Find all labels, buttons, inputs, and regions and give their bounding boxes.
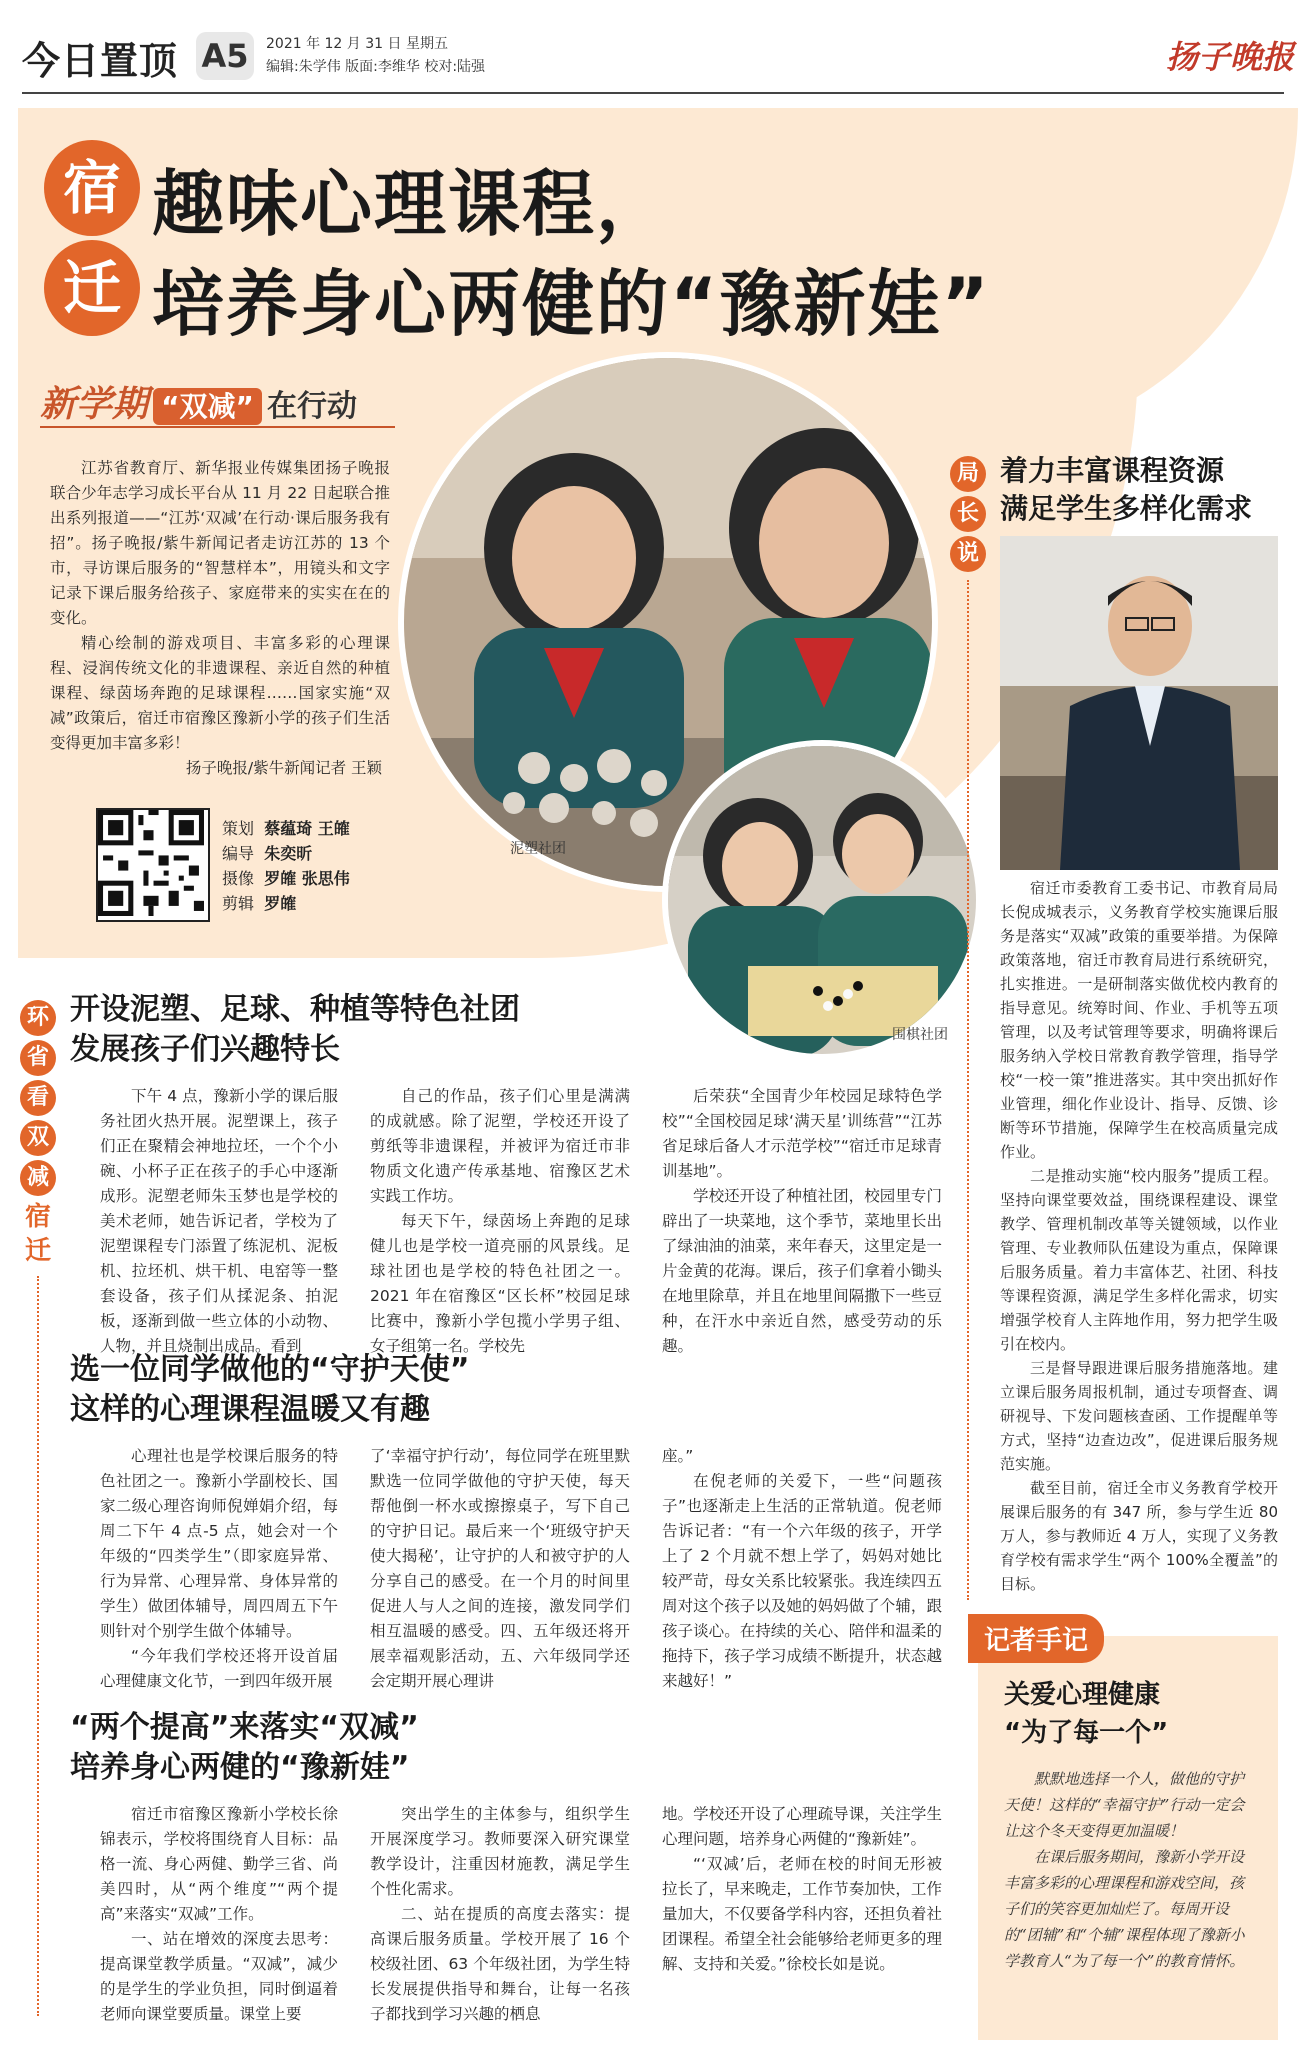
- ribbon-underline: [40, 426, 395, 428]
- section3-col1: [100, 1802, 338, 2027]
- credits-block: [222, 816, 412, 916]
- intro-text: [50, 456, 390, 781]
- ribbon-new-term: 新学期: [40, 384, 149, 425]
- series-label-kan: 看: [20, 1080, 56, 1116]
- section3-col2: [370, 1802, 630, 2027]
- section1-col2: [370, 1084, 630, 1359]
- go-club-caption: 围棋社团: [892, 1027, 948, 1043]
- series-label-qian: 迁: [24, 1236, 51, 1266]
- director-label-ju: 局: [950, 456, 986, 492]
- ribbon-double-reduction: “双减”: [153, 388, 262, 425]
- series-label-sheng: 省: [20, 1040, 56, 1076]
- section1-col1: 下午 4 点，豫新小学的课后服务社团火热开展。泥塑课上，孩子们正在聚精会神地拉坯，一个个小碗、小杯子正在孩子的手心中逐渐成形。泥塑老师朱玉梦也是学校的美术老师，她告诉记者，学校为了泥塑课程专门添置了练泥机、泥板机、拉坯机、烘干机、电窑等一整套设备，孩子们从揉泥条、拍泥板，逐渐到做一些立体的小动物、人物，并且烧制出成品。看到: [100, 1087, 338, 1355]
- paragraph: 二是推动实施“校内服务”提质工程。坚持向课堂要效益，围绕课程建设、课堂教学、管理机制改革等关键领域，以作业管理、专业教师队伍建设为重点，保障课后服务质量。着力丰富体艺、社团、科技等课程资源，满足学生多样化需求，切实增强学校育人主阵地作用，努力把学生吸引在校内。: [1000, 1167, 1278, 1353]
- series-ribbon: [40, 376, 390, 426]
- credit-row: 摄像 罗㿥 张思伟: [222, 869, 350, 888]
- paragraph: 宿迁市委教育工委书记、市教育局局长倪成城表示，义务教育学校实施课后服务是落实“双减”政策的重要举措。为保障政策落地，宿迁市教育局进行系统研究，扎实推进。一是研制落实做优校内教育的指导意见。统筹时间、作业、手机等五项管理，以及考试管理等要求，明确将课后服务纳入学校日常教育教学管理，指导学校“一校一策”推进落实。其中突出抓好作业管理，细化作业设计、指导、反馈、诊断等环节措施，保障学生在校高质量完成作业。: [1000, 879, 1278, 1161]
- reporter-note-tag: 记者手记: [968, 1614, 1104, 1663]
- series-label-jian: 减: [20, 1160, 56, 1196]
- director-headline-1: 着力丰富课程资源: [1000, 454, 1225, 487]
- go-club-illustration: [668, 746, 976, 1054]
- paragraph: 心理社也是学校课后服务的特色社团之一。豫新小学副校长、国家二级心理咨询师倪婵娟介绍，每周二下午 4 点-5 点，她会对一个年级的“四类学生”（即家庭异常、行为异常、心理异常、身体异常的学生）做团体辅导，周四周五下午则针对个别学生做个体辅导。: [100, 1447, 338, 1640]
- header-rule: [22, 92, 1284, 94]
- section3-headline-2: 培养身心两健的“豫新娃”: [70, 1750, 410, 1785]
- paragraph: 地。学校还开设了心理疏导课，关注学生心理问题，培养身心两健的“豫新娃”。: [662, 1805, 942, 1848]
- director-portrait: [1000, 536, 1278, 870]
- ribbon-in-action: 在行动: [267, 389, 358, 424]
- credit-row: 策划 蔡蕴琦 王㿥: [222, 819, 350, 838]
- go-club-photo: [662, 740, 982, 1060]
- qr-code-pattern: [98, 810, 204, 916]
- paragraph: “今年我们学校还将开设首届心理健康文化节，一到四年级开展: [100, 1647, 338, 1690]
- headline-line-2: 培养身心两健的“豫新娃”: [152, 262, 991, 346]
- location-badge-qian: 迁: [44, 240, 140, 336]
- paragraph: 一、站在增效的深度去思考：提高课堂教学质量。“双减”，减少的是学生的学业负担，同时倒逼着老师向课堂要质量。课堂上要: [100, 1930, 338, 2023]
- paragraph: 在课后服务期间，豫新小学开设丰富多彩的心理课程和游戏空间，孩子们的笑容更加灿烂了。每周开设的“团辅”和“个辅”课程体现了豫新小学教育人“为了每一个”的教育情怀。: [1004, 1848, 1245, 1970]
- paragraph: 突出学生的主体参与，组织学生开展深度学习。教师要深入研究课堂教学设计，注重因材施教，满足学生个性化需求。: [370, 1805, 630, 1898]
- location-badge-su: 宿: [44, 140, 140, 236]
- reporter-note-text: [1004, 1766, 1254, 1974]
- paragraph: 自己的作品，孩子们心里是满满的成就感。除了泥塑，学校还开设了剪纸等非遗课程，并被评为宿迁市非物质文化遗产传承基地、宿豫区艺术实践工作坊。: [370, 1087, 630, 1205]
- section2-col1: [100, 1444, 338, 1694]
- intro-paragraph: 精心绘制的游戏项目、丰富多彩的心理课程、浸润传统文化的非遗课程、亲近自然的种植课程、绿茵场奔跑的足球课程……国家实施“双减”政策后，宿迁市宿豫区豫新小学的孩子们生活变得更加丰富多彩！: [50, 634, 390, 752]
- section2-headline-2: 这样的心理课程温暖又有趣: [70, 1392, 430, 1427]
- director-label-zhang: 长: [950, 496, 986, 532]
- editors-line: 编辑:朱学伟 版面:李维华 校对:陆强: [266, 59, 486, 75]
- intro-paragraph: 江苏省教育厅、新华报业传媒集团扬子晚报联合少年志学习成长平台从 11 月 22 日起联合推出系列报道——“江苏‘双减’在行动·课后服务我有招”。扬子晚报/紫牛新闻记者走访江苏的 13 个市，寻访课后服务的“智慧样本”，用镜头和文字记录下课后服务给孩子、家庭带来的实实在在的变化。: [50, 459, 390, 627]
- headline-line-1: 趣味心理课程，: [152, 162, 671, 246]
- page-number-badge: A5: [196, 32, 254, 80]
- series-divider: [37, 1276, 39, 2016]
- section1-col3: [662, 1084, 942, 1359]
- paragraph: 后荣获“全国青少年校园足球特色学校”“全国校园足球‘满天星’训练营”“江苏省足球后备人才示范学校”“宿迁市足球青训基地”。: [662, 1087, 942, 1180]
- director-divider: [967, 580, 969, 1600]
- paragraph: 三是督导跟进课后服务措施落地。建立课后服务周报机制，通过专项督查、调研视导、下发问题核查函、工作提醒单等方式，坚持“边查边改”，促进课后服务规范实施。: [1000, 1359, 1278, 1473]
- paragraph: 在倪老师的关爱下，一些“问题孩子”也逐渐走上生活的正常轨道。倪老师告诉记者：“有一个六年级的孩子，开学上了 2 个月就不想上学了，妈妈对她比较严苛，母女关系比较紧张。我连续四五周对这个孩子以及她的妈妈做了个辅，跟孩子谈心。在持续的关心、陪伴和温柔的拖持下，孩子学习成绩不断提升，状态越来越好！”: [662, 1472, 942, 1690]
- credit-row: 编导 朱奕昕: [222, 844, 313, 863]
- director-label-shuo: 说: [950, 536, 986, 572]
- credit-row: 剪辑 罗㿥: [222, 894, 297, 913]
- section3-col3: [662, 1802, 942, 1977]
- issue-date: 2021 年 12 月 31 日 星期五: [266, 36, 448, 52]
- section2-col3: [662, 1444, 942, 1694]
- paragraph: 宿迁市宿豫区豫新小学校长徐锦表示，学校将围绕育人目标：品格一流、身心两健、勤学三省、尚美四时，从“两个维度”“两个提高”来落实“双减”工作。: [100, 1805, 338, 1923]
- intro-byline: 扬子晚报/紫牛新闻记者 王颖: [185, 759, 382, 777]
- section1-headline-1: 开设泥塑、足球、种植等特色社团: [70, 992, 520, 1027]
- series-label-shuang: 双: [20, 1120, 56, 1156]
- series-label-su: 宿: [24, 1202, 51, 1232]
- director-text: [1000, 876, 1278, 1596]
- paragraph: 默默地选择一个人，做他的守护天使！这样的“幸福守护”行动一定会让这个冬天变得更加温暖！: [1004, 1770, 1245, 1840]
- clay-club-caption: 泥塑社团: [510, 841, 566, 857]
- reporter-note-title-1: 关爱心理健康: [1004, 1680, 1161, 1710]
- section3-headline-1: “两个提高”来落实“双减”: [70, 1710, 419, 1745]
- series-label-huan: 环: [20, 1000, 56, 1036]
- paragraph: 座。”: [662, 1447, 694, 1465]
- section2-col2: 了‘幸福守护行动’，每位同学在班里默默选一位同学做他的守护天使，每天帮他倒一杯水或擦擦桌子，写下自己的守护日记。最后来一个‘班级守护天使大揭秘’，让守护的人和被守护的人分享自己的感受。在一个月的时间里促进人与人之间的连接，激发同学们相互温暖的感受。四、五年级还将开展幸福观影活动，五、六年级同学还会定期开展心理讲: [370, 1447, 630, 1690]
- paragraph: 学校还开设了种植社团，校园里专门辟出了一块菜地，这个季节，菜地里长出了绿油油的油菜，来年春天，这里定是一片金黄的花海。课后，孩子们拿着小锄头在地里除草，并且在地里间隔撒下一些豆种，在汗水中亲近自然，感受劳动的乐趣。: [662, 1187, 942, 1355]
- director-portrait-illustration: [1000, 536, 1278, 870]
- paragraph: 每天下午，绿茵场上奔跑的足球健儿也是学校一道亮丽的风景线。足球社团也是学校的特色社团之一。2021 年在宿豫区“区长杯”校园足球比赛中，豫新小学包揽小学男子组、女子组第一名。学校先: [370, 1212, 630, 1355]
- qr-code[interactable]: [96, 808, 210, 922]
- section-title: 今日置顶: [22, 39, 179, 83]
- paragraph: 二、站在提质的高度去落实：提高课后服务质量。学校开展了 16 个校级社团、63 个年级社团，为学生特长发展提供指导和舞台，让每一名孩子都找到学习兴趣的栖息: [370, 1905, 630, 2023]
- newspaper-logo: 扬子晚报: [1166, 38, 1295, 76]
- paragraph: “‘双减’后，老师在校的时间无形被拉长了，早来晚走，工作节奏加快，工作量加大，不仅要备学科内容，还担负着社团课程。希望全社会能够给老师更多的理解、支持和关爱。”徐校长如是说。: [662, 1855, 942, 1973]
- section1-headline-2: 发展孩子们兴趣特长: [70, 1032, 340, 1067]
- director-paragraphs: [1000, 876, 1278, 1596]
- paragraph: 截至目前，宿迁全市义务教育学校开展课后服务的有 347 所，参与学生近 80 万人，参与教师近 4 万人，实现了义务教育学校有需求学生“两个 100%全覆盖”的目标。: [1000, 1479, 1278, 1593]
- reporter-note-title-2: “为了每一个”: [1004, 1718, 1169, 1748]
- section2-headline-1: 选一位同学做他的“守护天使”: [70, 1352, 470, 1387]
- director-headline-2: 满足学生多样化需求: [1000, 492, 1253, 525]
